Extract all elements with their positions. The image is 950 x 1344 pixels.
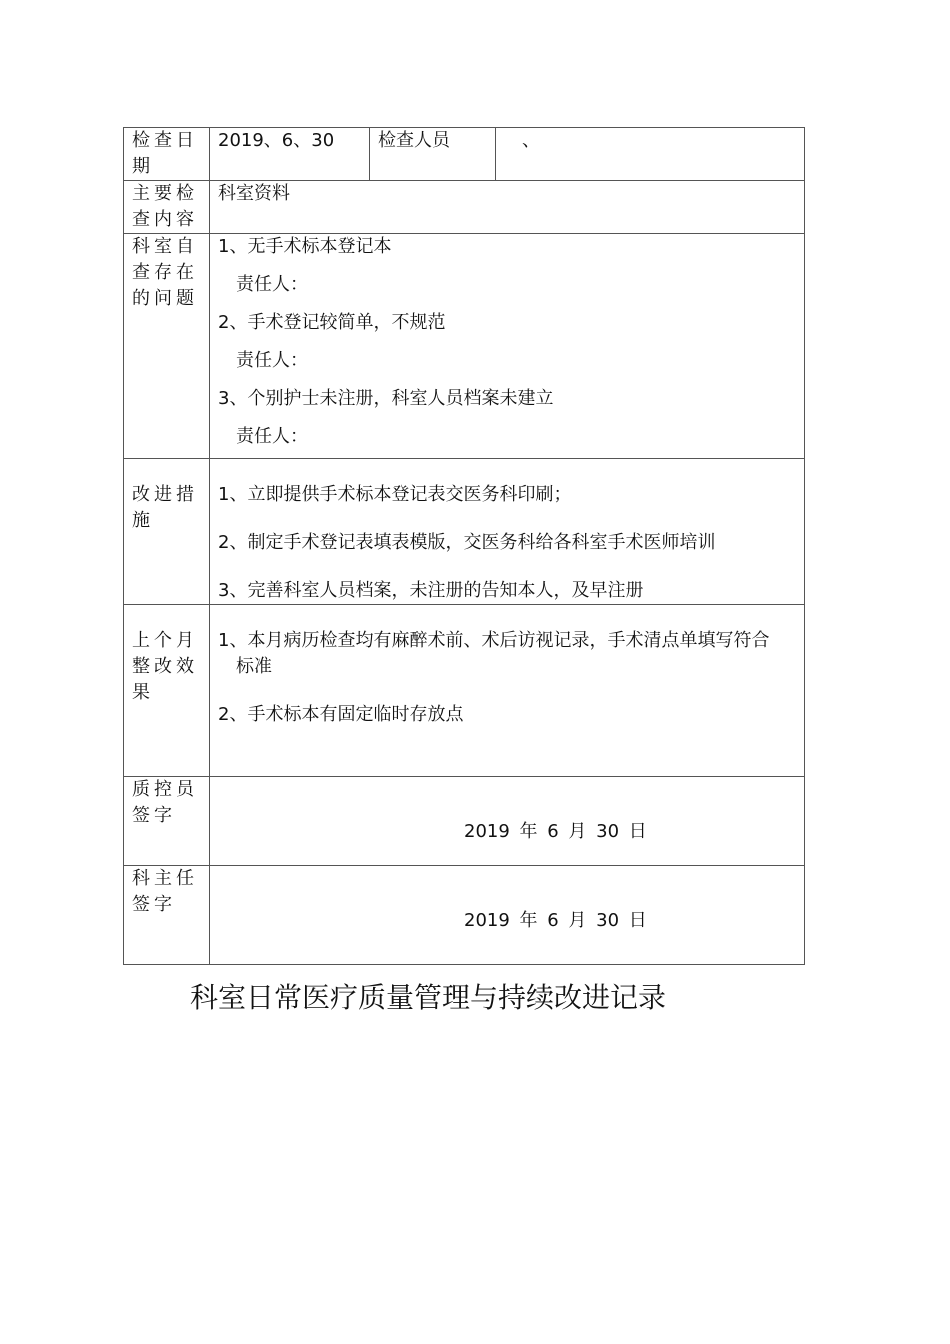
director-signature-row (124, 866, 805, 965)
quality-record-table (123, 127, 805, 965)
inspector-label: 检查人员 (370, 128, 496, 181)
improvement-measures-row (124, 459, 805, 605)
qc-signature-row (124, 777, 805, 866)
director-signature-label: 科主任签字 (124, 866, 210, 965)
last-month-effect-label-text: 上个月整改效果 (132, 630, 198, 703)
qc-signature-content (210, 777, 805, 866)
effect-item-continuation: 标准 (236, 656, 272, 677)
main-content-value: 科室资料 (210, 181, 805, 234)
director-signature-date: 2019 年 6 月 30 日 (464, 910, 647, 931)
main-content-label: 主要检查内容 (124, 181, 210, 234)
problem-item: 2、手术登记较简单，不规范 (218, 312, 446, 333)
inspection-date-label: 检查日期 (124, 128, 210, 181)
problem-item: 3、个别护士未注册，科室人员档案未建立 (218, 388, 554, 409)
document-title: 科室日常医疗质量管理与持续改进记录 (190, 981, 667, 1014)
improvement-measures-content (210, 459, 805, 605)
last-month-effect-content (210, 605, 805, 777)
inspector-value (496, 128, 805, 181)
inspection-date-row (124, 128, 805, 181)
responsible-person-line: 责任人： (236, 426, 308, 447)
last-month-effect-row (124, 605, 805, 777)
qc-signature-date: 2019 年 6 月 30 日 (464, 821, 647, 842)
effect-item: 2、手术标本有固定临时存放点 (218, 704, 464, 725)
problem-item: 1、无手术标本登记本 (218, 236, 392, 257)
qc-signature-label: 质控员签字 (124, 777, 210, 866)
effect-item: 1、本月病历检查均有麻醉术前、术后访视记录，手术清点单填写符合 (218, 630, 770, 651)
self-check-problems-row (124, 234, 805, 459)
measure-item: 3、完善科室人员档案，未注册的告知本人，及早注册 (218, 580, 644, 601)
self-check-problems-content (210, 234, 805, 459)
responsible-person-line: 责任人： (236, 350, 308, 371)
inspector-value-text: 、 (522, 130, 540, 151)
improvement-measures-label (124, 459, 210, 605)
director-signature-content (210, 866, 805, 965)
responsible-person-line: 责任人： (236, 274, 308, 295)
measure-item: 2、制定手术登记表填表模版，交医务科给各科室手术医师培训 (218, 532, 716, 553)
main-content-row (124, 181, 805, 234)
self-check-problems-label: 科室自查存在的问题 (124, 234, 210, 459)
improvement-measures-label-text: 改进措施 (132, 484, 198, 531)
last-month-effect-label (124, 605, 210, 777)
measure-item: 1、立即提供手术标本登记表交医务科印刷； (218, 484, 572, 505)
inspection-date-value: 2019、6、30 (210, 128, 370, 181)
